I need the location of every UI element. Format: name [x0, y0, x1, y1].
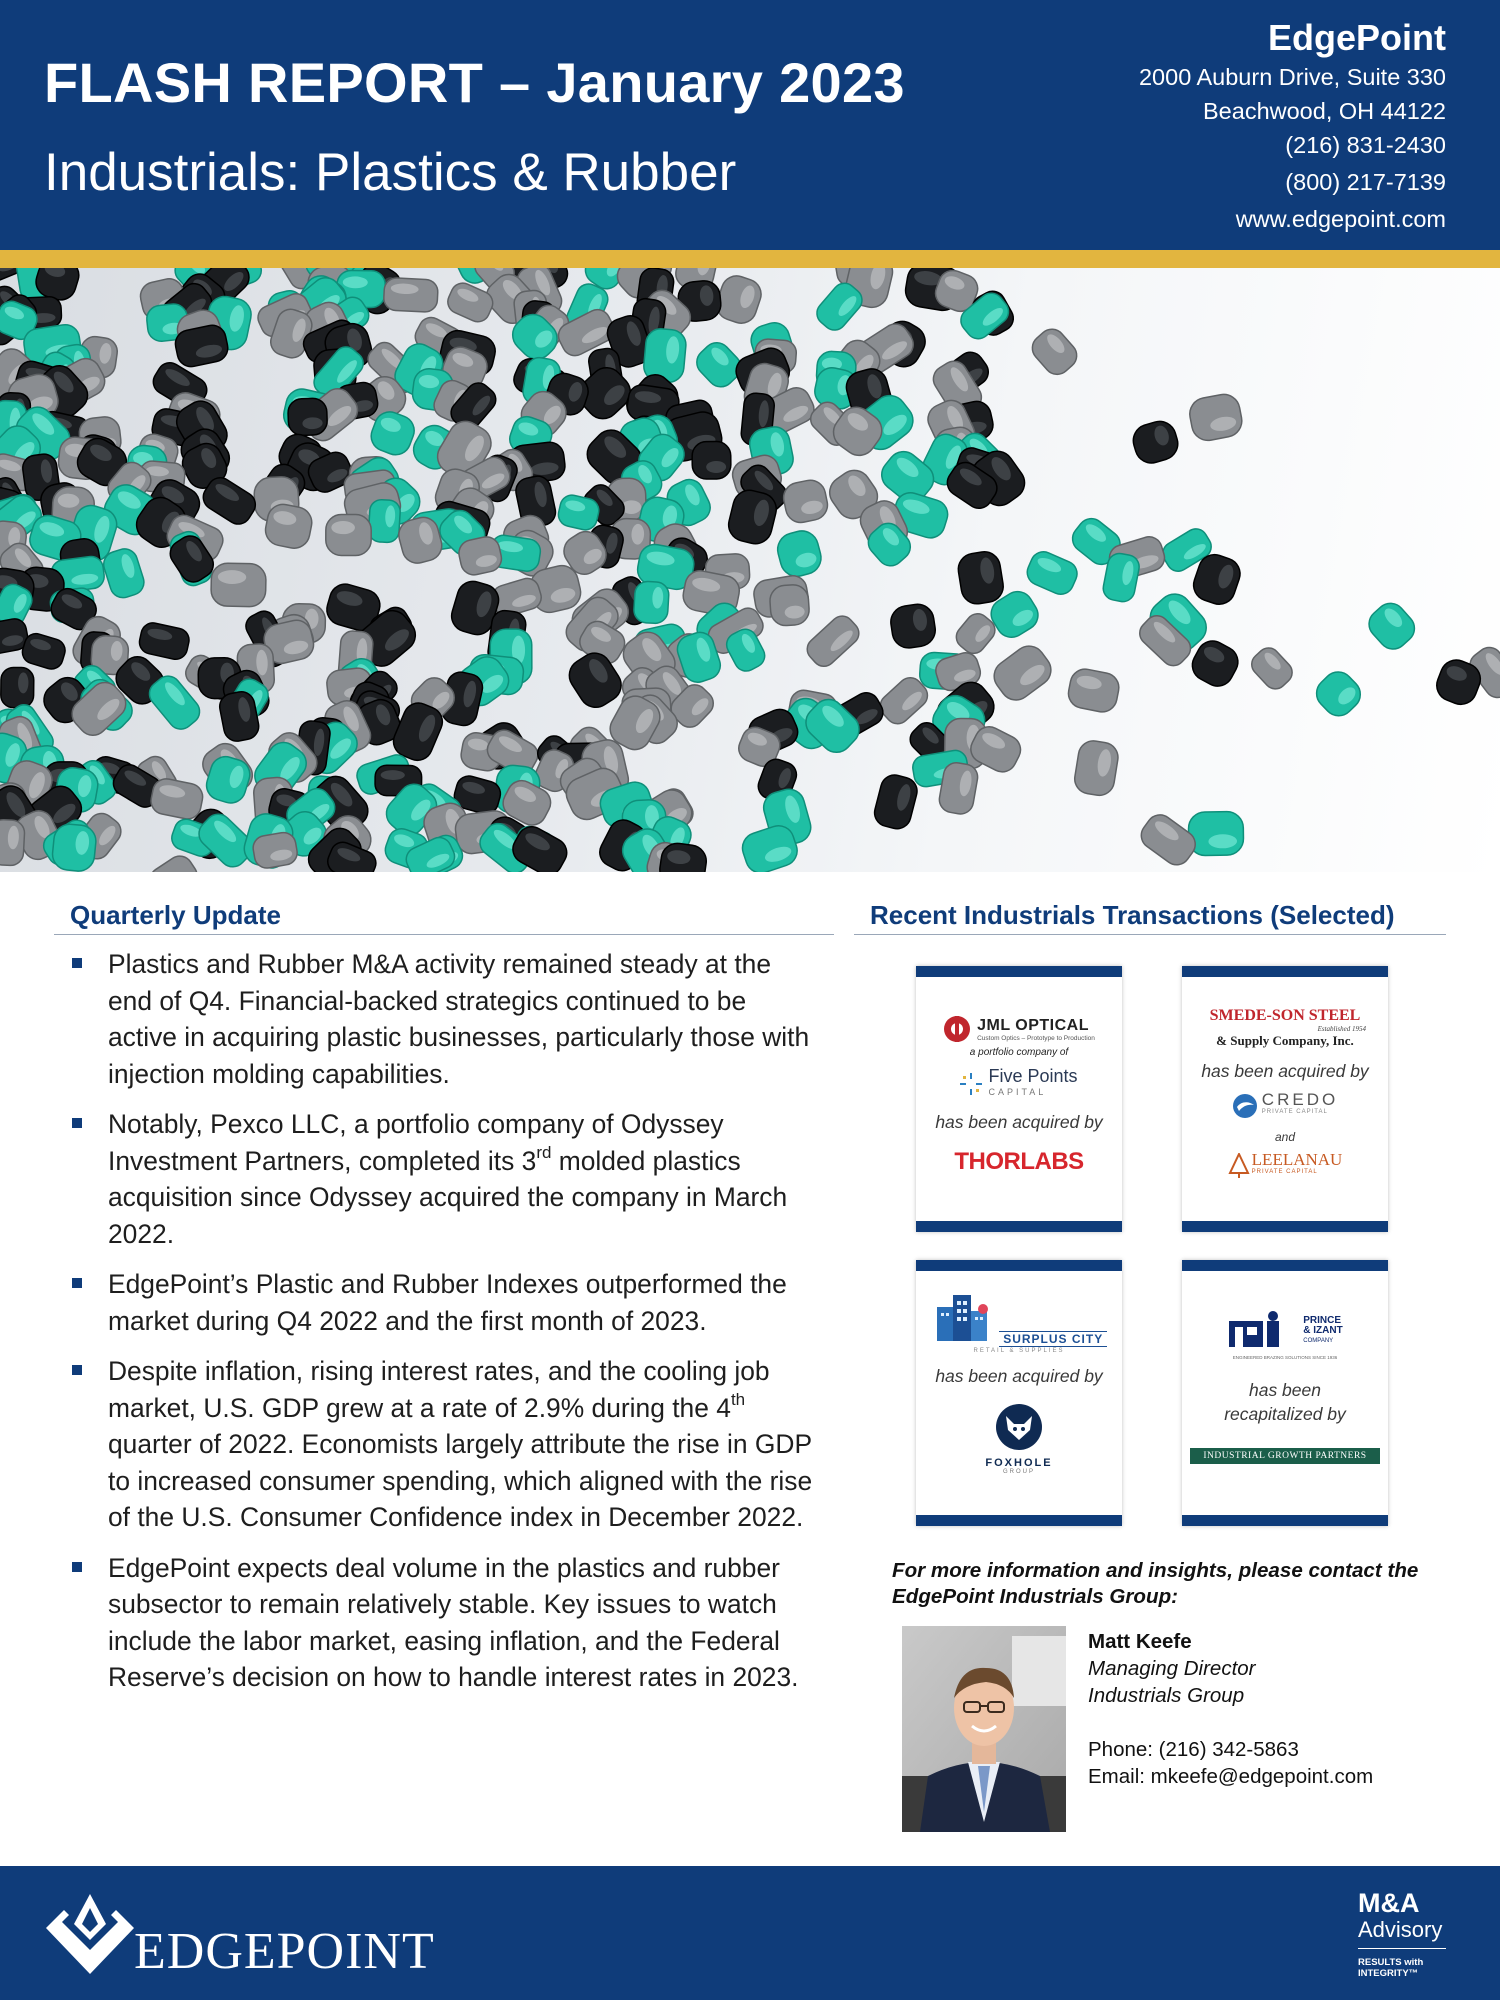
plastic-pellet: [383, 277, 438, 312]
plastic-pellet: [1187, 392, 1245, 443]
plastic-pellet: [872, 772, 920, 832]
deal-card-prince-izant[interactable]: [1182, 1260, 1388, 1526]
plastic-pellet: [692, 441, 731, 479]
leelanau-tree-icon: [1228, 1153, 1250, 1179]
prince-izant-line2: & IZANT: [1303, 1325, 1343, 1336]
foxhole-name: FOXHOLE: [985, 1457, 1053, 1469]
and-text: and: [1274, 1130, 1296, 1144]
plastic-pellet: [288, 398, 328, 436]
report-title: FLASH REPORT – January 2023: [44, 51, 905, 114]
five-points-sub: CAPITAL: [988, 1087, 1047, 1097]
plastic-pellet: [1027, 324, 1082, 380]
smede-son-est: Established 1954: [1317, 1025, 1366, 1033]
transactions-rule: [854, 934, 1446, 935]
portfolio-note: a portfolio company of: [969, 1047, 1069, 1058]
contact-group: Industrials Group: [1088, 1684, 1245, 1707]
prince-izant-line3: COMPANY: [1303, 1338, 1334, 1344]
address-line-2: Beachwood, OH 44122: [1203, 98, 1446, 124]
edgepoint-logo-icon: [42, 1890, 138, 1976]
contact-email[interactable]: Email: mkeefe@edgepoint.com: [1088, 1765, 1374, 1788]
headshot-illustration: [902, 1626, 1066, 1832]
leelanau-name: LEELANAU: [1251, 1150, 1343, 1169]
leelanau-logo: [1182, 1150, 1388, 1179]
contact-title: Managing Director: [1088, 1657, 1256, 1680]
jml-name: JML OPTICAL: [977, 1016, 1089, 1034]
five-points-logo: [916, 1068, 1122, 1100]
igp-logo: INDUSTRIAL GROWTH PARTNERS: [1190, 1448, 1380, 1464]
bullet-text: EdgePoint’s Plastic and Rubber Indexes outperformed the market during Q4 2022 and the first month of 2023.: [108, 1269, 787, 1336]
address-line-1: 2000 Auburn Drive, Suite 330: [1138, 64, 1446, 90]
badge-line-4: INTEGRITY™: [1358, 1968, 1419, 1979]
bullet-icon: [72, 1562, 82, 1572]
surplus-city-sub: RETAIL & SUPPLIES: [973, 1348, 1065, 1354]
prince-izant-line1: PRINCE: [1303, 1315, 1342, 1326]
deal-card-smede-son[interactable]: [1182, 966, 1388, 1232]
report-subtitle: Industrials: Plastics & Rubber: [44, 143, 737, 202]
badge-line-3: RESULTS with: [1358, 1957, 1424, 1968]
plastic-pellet: [802, 611, 863, 671]
phone-line-1: (216) 831-2430: [1285, 132, 1446, 158]
plastic-pellet: [326, 514, 372, 555]
bullet-text: Notably, Pexco LLC, a portfolio company of Odyssey Investment Partners, completed its 3: [108, 1109, 724, 1176]
badge-line-1: M&A: [1358, 1888, 1420, 1918]
credo-logo: [1182, 1090, 1388, 1119]
plastic-pellet: [149, 776, 205, 821]
contact-intro: For more information and insights, please contact the EdgePoint Industrials Group:: [892, 1559, 1419, 1608]
quarterly-update-list: [70, 946, 820, 1710]
deal-action-text-2: recapitalized by: [1224, 1404, 1346, 1424]
plastic-pellet: [137, 621, 191, 662]
edgepoint-logo-text: EDGEPOINT: [134, 1923, 435, 1980]
plastic-pellet: [211, 563, 266, 607]
thorlabs-logo: THORLABS: [954, 1148, 1084, 1175]
plastic-pellet: [1066, 667, 1122, 715]
website-link[interactable]: www.edgepoint.com: [1235, 206, 1446, 232]
phone-line-2: (800) 217-7139: [1285, 169, 1446, 195]
deal-card-surplus-city[interactable]: [916, 1260, 1122, 1526]
credo-swoosh-icon: [1232, 1093, 1258, 1119]
ordinal-suffix: rd: [536, 1142, 552, 1162]
ma-advisory-badge: [1358, 1888, 1446, 1979]
plastic-pellet: [889, 602, 938, 650]
plastic-pellet: [781, 477, 830, 525]
credo-name: CREDO: [1261, 1090, 1339, 1109]
plastic-pellet: [1, 667, 34, 708]
plastic-pellet: [1363, 597, 1420, 655]
plastic-pellet: [1023, 548, 1081, 599]
pellet-illustration: [0, 268, 1500, 872]
list-item: [70, 1266, 820, 1339]
bullet-text: EdgePoint expects deal volume in the plastics and rubber subsector to remain relatively stable. Key issues to watch include the labor market, easing inflation, and the Federal Reserve’s decision on how to handle interest rates in 2023.: [108, 1552, 799, 1692]
gold-divider: [0, 250, 1500, 268]
bullet-icon: [72, 958, 82, 968]
plastic-pellet: [1310, 666, 1366, 722]
plastic-pellet: [368, 499, 401, 543]
bullet-text-cont: molded plastics acquisition since Odyssey acquired the company in March 2022.: [108, 1145, 788, 1249]
report-footer: [0, 1866, 1500, 2000]
deal-action-text: has been acquired by: [1201, 1061, 1369, 1081]
list-item: [70, 1550, 820, 1696]
list-item: [70, 1106, 820, 1252]
five-points-name: Five Points: [988, 1066, 1078, 1086]
plastic-pellet: [1129, 417, 1181, 467]
bullet-icon: [72, 1365, 82, 1375]
surplus-city-building-icon: [931, 1293, 995, 1343]
contact-name: Matt Keefe: [1088, 1630, 1192, 1653]
jml-mark-icon: [943, 1015, 971, 1043]
prince-izant-tagline: ENGINEERED BRAZING SOLUTIONS SINCE 1936: [1232, 1355, 1338, 1360]
plastic-pellet: [769, 584, 810, 627]
plastic-pellet: [774, 527, 825, 580]
prince-izant-pi-icon: [1227, 1311, 1299, 1351]
ordinal-suffix: th: [730, 1389, 746, 1409]
bullet-text: Despite inflation, rising interest rates, and the cooling job market, U.S. GDP grew at a rate of 2.9% during the 4: [108, 1356, 770, 1423]
plastic-pellet: [1188, 811, 1243, 855]
quarterly-update-rule: [54, 934, 834, 935]
plastic-pellet: [1247, 643, 1297, 693]
smede-son-line2: & Supply Company, Inc.: [1216, 1033, 1354, 1048]
header-contact-block: [886, 16, 1446, 236]
header-brand: EdgePoint: [1268, 17, 1446, 58]
contact-person: [1088, 1628, 1373, 1790]
credo-sub: PRIVATE CAPITAL: [1261, 1109, 1328, 1115]
bullet-text-cont: quarter of 2022. Economists largely attribute the rise in GDP to increased consumer spending, which aligned with the rise of the U.S. Consumer Confidence index in December 2022.: [108, 1429, 813, 1532]
plastic-pellet: [956, 549, 1006, 606]
plastic-pellet: [0, 819, 25, 866]
surplus-city-name: SURPLUS CITY: [999, 1331, 1107, 1347]
surplus-city-logo: [916, 1293, 1122, 1354]
deal-card-jml-optical[interactable]: [916, 966, 1122, 1232]
badge-divider: [1358, 1948, 1446, 1949]
bullet-icon: [72, 1278, 82, 1288]
plastic-pellet: [51, 823, 97, 872]
plastic-pellet: [988, 640, 1057, 706]
transactions-heading: Recent Industrials Transactions (Selected): [870, 900, 1395, 930]
headshot-photo: [902, 1626, 1066, 1832]
bullet-text: Plastics and Rubber M&A activity remained steady at the end of Q4. Financial-backed strategics continued to be active in acquiring plastic businesses, particularly those with injection molding capabilities.: [108, 949, 810, 1089]
foxhole-fox-icon: [994, 1402, 1044, 1452]
foxhole-logo: [916, 1402, 1122, 1475]
smede-son-name: SMEDE-SON STEEL: [1209, 1007, 1361, 1024]
prince-izant-logo: [1182, 1311, 1388, 1351]
list-item: [70, 946, 820, 1092]
jml-logo: [916, 1015, 1122, 1043]
list-item: [70, 1353, 820, 1536]
bullet-icon: [72, 1118, 82, 1128]
contact-phone[interactable]: Phone: (216) 342-5863: [1088, 1738, 1299, 1761]
quarterly-update-heading: Quarterly Update: [70, 900, 281, 930]
plastic-pellet: [633, 581, 669, 624]
plastic-pellet: [1073, 739, 1121, 798]
five-points-star-icon: [960, 1073, 982, 1095]
foxhole-sub: GROUP: [1002, 1469, 1035, 1475]
deal-action-text-1: has been: [1248, 1380, 1321, 1400]
smede-son-logo: [1182, 1007, 1388, 1049]
deal-action-text: has been acquired by: [935, 1112, 1103, 1132]
hero-image-plastic-pellets: [0, 268, 1500, 872]
deal-action-text: has been acquired by: [935, 1366, 1103, 1386]
leelanau-sub: PRIVATE CAPITAL: [1251, 1169, 1318, 1175]
badge-line-2: Advisory: [1358, 1917, 1443, 1942]
report-header: [0, 0, 1500, 250]
jml-tagline: Custom Optics – Prototype to Production: [977, 1034, 1095, 1042]
